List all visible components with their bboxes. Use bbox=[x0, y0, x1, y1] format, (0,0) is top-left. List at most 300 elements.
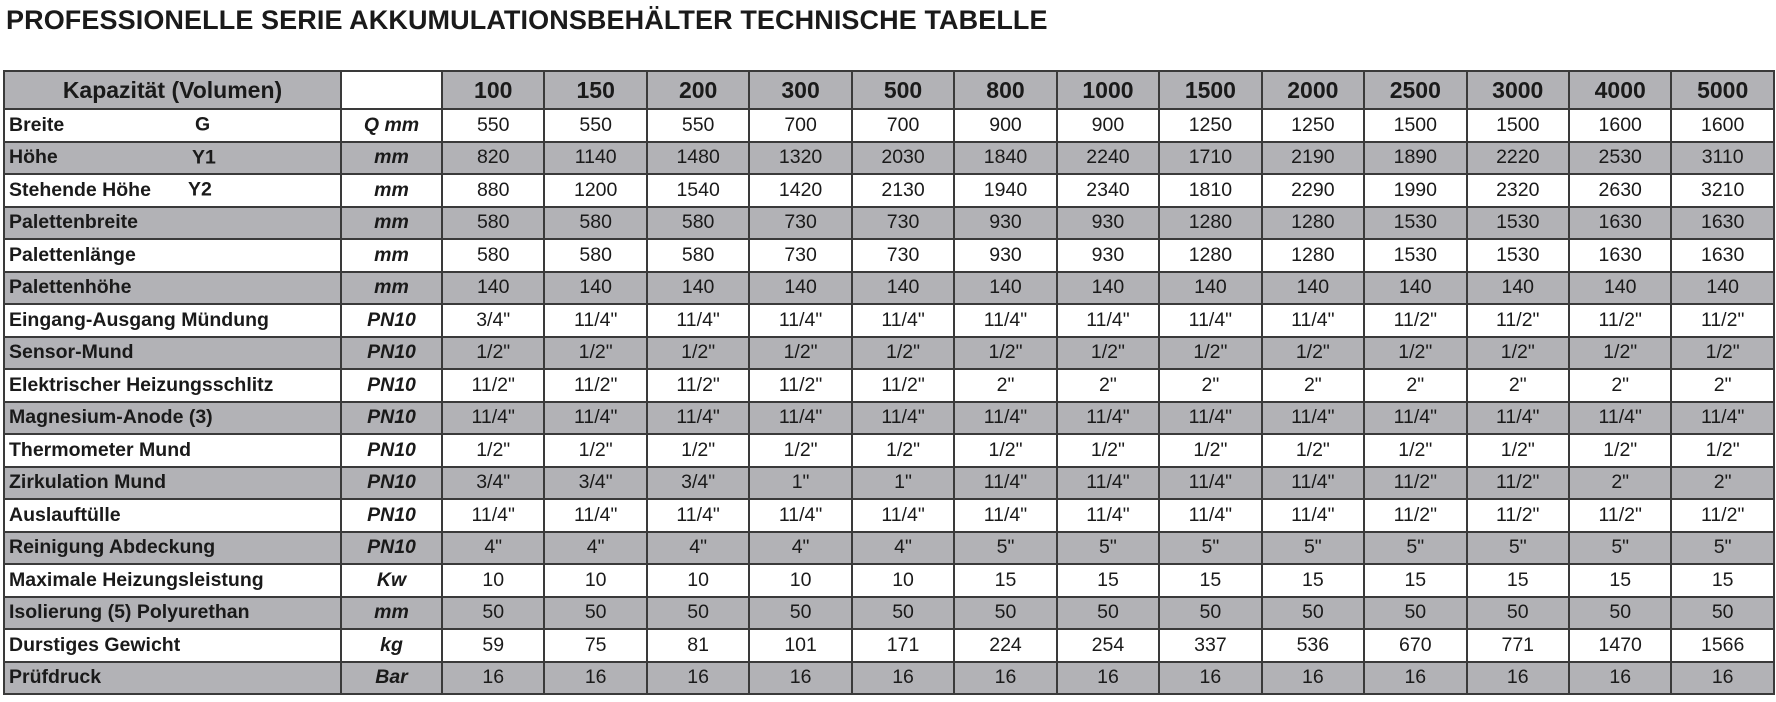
value-cell: 15 bbox=[1262, 564, 1364, 597]
value-cell: 700 bbox=[749, 109, 851, 142]
page-title: PROFESSIONELLE SERIE AKKUMULATIONSBEHÄLTER TECHNISCHE TABELLE bbox=[6, 5, 1048, 35]
value-cell: 11/4" bbox=[1057, 402, 1159, 435]
value-cell: 730 bbox=[852, 207, 954, 240]
value-cell: 15 bbox=[1159, 564, 1261, 597]
table-row bbox=[4, 142, 1774, 175]
value-cell: 140 bbox=[1159, 272, 1261, 305]
value-cell: 5" bbox=[1364, 532, 1466, 565]
value-cell: 900 bbox=[1057, 109, 1159, 142]
value-cell: 10 bbox=[647, 564, 749, 597]
value-cell: 1/2" bbox=[1262, 337, 1364, 370]
row-unit: PN10 bbox=[341, 337, 442, 370]
value-cell: 2" bbox=[1671, 369, 1773, 402]
value-cell: 2130 bbox=[852, 174, 954, 207]
value-cell: 1/2" bbox=[749, 434, 851, 467]
value-cell: 11/4" bbox=[1159, 402, 1261, 435]
value-cell: 1890 bbox=[1364, 142, 1466, 175]
row-label: Auslauftülle bbox=[9, 503, 121, 526]
value-cell: 50 bbox=[1671, 597, 1773, 630]
value-cell: 11/4" bbox=[1159, 467, 1261, 500]
value-cell: 1630 bbox=[1569, 207, 1671, 240]
value-cell: 1/2" bbox=[442, 337, 544, 370]
table-row bbox=[4, 402, 1774, 435]
value-cell: 1/2" bbox=[1467, 337, 1569, 370]
spec-table bbox=[3, 70, 1775, 695]
table-row bbox=[4, 337, 1774, 370]
value-cell: 900 bbox=[954, 109, 1056, 142]
value-cell: 140 bbox=[1671, 272, 1773, 305]
value-cell: 2" bbox=[1569, 369, 1671, 402]
table-row bbox=[4, 564, 1774, 597]
value-cell: 16 bbox=[1671, 662, 1773, 695]
value-cell: 550 bbox=[442, 109, 544, 142]
capacity-1500-header: 1500 bbox=[1159, 71, 1261, 109]
value-cell: 1250 bbox=[1262, 109, 1364, 142]
value-cell: 50 bbox=[954, 597, 1056, 630]
value-cell: 11/4" bbox=[442, 499, 544, 532]
value-cell: 15 bbox=[1467, 564, 1569, 597]
value-cell: 3/4" bbox=[647, 467, 749, 500]
value-cell: 2" bbox=[1057, 369, 1159, 402]
capacity-4000-header: 4000 bbox=[1569, 71, 1671, 109]
table-header bbox=[4, 71, 1774, 109]
value-cell: 11/4" bbox=[1057, 304, 1159, 337]
value-cell: 550 bbox=[647, 109, 749, 142]
capacity-800-header: 800 bbox=[954, 71, 1056, 109]
value-cell: 1630 bbox=[1671, 239, 1773, 272]
value-cell: 2" bbox=[954, 369, 1056, 402]
table-row bbox=[4, 272, 1774, 305]
value-cell: 50 bbox=[1467, 597, 1569, 630]
row-label-cell bbox=[4, 597, 341, 630]
value-cell: 1530 bbox=[1467, 207, 1569, 240]
value-cell: 5" bbox=[1262, 532, 1364, 565]
row-unit: PN10 bbox=[341, 304, 442, 337]
value-cell: 11/4" bbox=[749, 499, 851, 532]
table-row bbox=[4, 434, 1774, 467]
row-label-cell bbox=[4, 304, 341, 337]
capacity-2500-header: 2500 bbox=[1364, 71, 1466, 109]
value-cell: 930 bbox=[954, 239, 1056, 272]
value-cell: 5" bbox=[1671, 532, 1773, 565]
value-cell: 11/4" bbox=[954, 467, 1056, 500]
value-cell: 15 bbox=[1364, 564, 1466, 597]
value-cell: 930 bbox=[1057, 207, 1159, 240]
row-label: Sensor-Mund bbox=[9, 341, 134, 364]
value-cell: 11/2" bbox=[1364, 467, 1466, 500]
row-code: G bbox=[195, 113, 211, 136]
value-cell: 730 bbox=[852, 239, 954, 272]
value-cell: 50 bbox=[1569, 597, 1671, 630]
capacity-header: Kapazität (Volumen) bbox=[4, 71, 341, 109]
row-unit: PN10 bbox=[341, 499, 442, 532]
value-cell: 580 bbox=[647, 207, 749, 240]
value-cell: 140 bbox=[1569, 272, 1671, 305]
value-cell: 1/2" bbox=[1569, 337, 1671, 370]
value-cell: 1/2" bbox=[544, 434, 646, 467]
value-cell: 16 bbox=[1159, 662, 1261, 695]
table-row bbox=[4, 109, 1774, 142]
value-cell: 11/2" bbox=[1569, 499, 1671, 532]
value-cell: 771 bbox=[1467, 629, 1569, 662]
row-label-cell bbox=[4, 207, 341, 240]
value-cell: 1/2" bbox=[852, 434, 954, 467]
value-cell: 16 bbox=[1467, 662, 1569, 695]
value-cell: 5" bbox=[1467, 532, 1569, 565]
value-cell: 16 bbox=[1364, 662, 1466, 695]
row-code: Y1 bbox=[192, 146, 216, 169]
value-cell: 50 bbox=[647, 597, 749, 630]
value-cell: 1810 bbox=[1159, 174, 1261, 207]
value-cell: 337 bbox=[1159, 629, 1261, 662]
value-cell: 16 bbox=[1057, 662, 1159, 695]
row-unit: mm bbox=[341, 174, 442, 207]
row-unit: mm bbox=[341, 207, 442, 240]
value-cell: 140 bbox=[442, 272, 544, 305]
value-cell: 16 bbox=[647, 662, 749, 695]
value-cell: 59 bbox=[442, 629, 544, 662]
value-cell: 1140 bbox=[544, 142, 646, 175]
value-cell: 140 bbox=[749, 272, 851, 305]
value-cell: 75 bbox=[544, 629, 646, 662]
value-cell: 11/4" bbox=[647, 499, 749, 532]
row-unit: Bar bbox=[341, 662, 442, 695]
value-cell: 3/4" bbox=[544, 467, 646, 500]
capacity-500-header: 500 bbox=[852, 71, 954, 109]
value-cell: 1280 bbox=[1159, 239, 1261, 272]
row-unit: mm bbox=[341, 272, 442, 305]
row-label: Palettenhöhe bbox=[9, 276, 132, 299]
capacity-150-header: 150 bbox=[544, 71, 646, 109]
value-cell: 11/2" bbox=[1671, 304, 1773, 337]
value-cell: 11/2" bbox=[852, 369, 954, 402]
value-cell: 15 bbox=[1671, 564, 1773, 597]
value-cell: 2" bbox=[1262, 369, 1364, 402]
value-cell: 16 bbox=[544, 662, 646, 695]
value-cell: 5" bbox=[1159, 532, 1261, 565]
value-cell: 50 bbox=[1159, 597, 1261, 630]
value-cell: 880 bbox=[442, 174, 544, 207]
row-label: Isolierung (5) Polyurethan bbox=[9, 601, 250, 624]
value-cell: 50 bbox=[749, 597, 851, 630]
value-cell: 1/2" bbox=[954, 434, 1056, 467]
value-cell: 224 bbox=[954, 629, 1056, 662]
row-label-cell bbox=[4, 662, 341, 695]
value-cell: 930 bbox=[954, 207, 1056, 240]
value-cell: 4" bbox=[544, 532, 646, 565]
value-cell: 16 bbox=[852, 662, 954, 695]
value-cell: 11/4" bbox=[954, 402, 1056, 435]
value-cell: 11/4" bbox=[954, 499, 1056, 532]
row-code: Y2 bbox=[188, 178, 212, 201]
value-cell: 930 bbox=[1057, 239, 1159, 272]
value-cell: 11/4" bbox=[544, 304, 646, 337]
row-label: Breite bbox=[9, 113, 65, 136]
value-cell: 1280 bbox=[1262, 239, 1364, 272]
unit-header bbox=[341, 71, 442, 109]
value-cell: 1480 bbox=[647, 142, 749, 175]
value-cell: 140 bbox=[852, 272, 954, 305]
value-cell: 11/4" bbox=[1057, 499, 1159, 532]
value-cell: 11/4" bbox=[749, 402, 851, 435]
value-cell: 2340 bbox=[1057, 174, 1159, 207]
value-cell: 1530 bbox=[1364, 239, 1466, 272]
value-cell: 580 bbox=[544, 239, 646, 272]
value-cell: 1" bbox=[749, 467, 851, 500]
value-cell: 1/2" bbox=[544, 337, 646, 370]
value-cell: 171 bbox=[852, 629, 954, 662]
row-label-cell bbox=[4, 109, 341, 142]
value-cell: 1/2" bbox=[1159, 337, 1261, 370]
row-unit: Kw bbox=[341, 564, 442, 597]
value-cell: 1280 bbox=[1262, 207, 1364, 240]
row-unit: kg bbox=[341, 629, 442, 662]
value-cell: 1530 bbox=[1364, 207, 1466, 240]
table-row bbox=[4, 532, 1774, 565]
value-cell: 10 bbox=[852, 564, 954, 597]
capacity-200-header: 200 bbox=[647, 71, 749, 109]
row-label: Thermometer Mund bbox=[9, 438, 192, 461]
value-cell: 550 bbox=[544, 109, 646, 142]
value-cell: 140 bbox=[1262, 272, 1364, 305]
value-cell: 11/2" bbox=[1467, 499, 1569, 532]
header-row bbox=[4, 71, 1774, 109]
table-row bbox=[4, 597, 1774, 630]
value-cell: 1/2" bbox=[1262, 434, 1364, 467]
value-cell: 1/2" bbox=[1364, 434, 1466, 467]
value-cell: 1470 bbox=[1569, 629, 1671, 662]
row-label-cell bbox=[4, 499, 341, 532]
value-cell: 11/4" bbox=[1262, 402, 1364, 435]
value-cell: 101 bbox=[749, 629, 851, 662]
value-cell: 3/4" bbox=[442, 304, 544, 337]
value-cell: 81 bbox=[647, 629, 749, 662]
value-cell: 11/4" bbox=[1159, 304, 1261, 337]
table-row bbox=[4, 239, 1774, 272]
value-cell: 1280 bbox=[1159, 207, 1261, 240]
row-label-cell bbox=[4, 467, 341, 500]
value-cell: 1500 bbox=[1467, 109, 1569, 142]
value-cell: 16 bbox=[1569, 662, 1671, 695]
value-cell: 1630 bbox=[1671, 207, 1773, 240]
table-row bbox=[4, 369, 1774, 402]
capacity-3000-header: 3000 bbox=[1467, 71, 1569, 109]
value-cell: 2240 bbox=[1057, 142, 1159, 175]
value-cell: 2" bbox=[1364, 369, 1466, 402]
value-cell: 50 bbox=[544, 597, 646, 630]
value-cell: 1566 bbox=[1671, 629, 1773, 662]
row-unit: PN10 bbox=[341, 402, 442, 435]
capacity-5000-header: 5000 bbox=[1671, 71, 1773, 109]
value-cell: 10 bbox=[749, 564, 851, 597]
capacity-2000-header: 2000 bbox=[1262, 71, 1364, 109]
row-label: Eingang-Ausgang Mündung bbox=[9, 308, 269, 331]
value-cell: 536 bbox=[1262, 629, 1364, 662]
value-cell: 1/2" bbox=[954, 337, 1056, 370]
value-cell: 820 bbox=[442, 142, 544, 175]
value-cell: 1/2" bbox=[442, 434, 544, 467]
value-cell: 11/2" bbox=[1671, 499, 1773, 532]
value-cell: 140 bbox=[954, 272, 1056, 305]
value-cell: 1/2" bbox=[647, 337, 749, 370]
value-cell: 1" bbox=[852, 467, 954, 500]
value-cell: 730 bbox=[749, 207, 851, 240]
value-cell: 580 bbox=[647, 239, 749, 272]
value-cell: 11/2" bbox=[1467, 467, 1569, 500]
row-label-cell bbox=[4, 369, 341, 402]
value-cell: 11/4" bbox=[1364, 402, 1466, 435]
value-cell: 3/4" bbox=[442, 467, 544, 500]
value-cell: 1840 bbox=[954, 142, 1056, 175]
value-cell: 11/2" bbox=[544, 369, 646, 402]
value-cell: 2" bbox=[1671, 467, 1773, 500]
value-cell: 11/4" bbox=[647, 402, 749, 435]
value-cell: 11/4" bbox=[852, 304, 954, 337]
value-cell: 1540 bbox=[647, 174, 749, 207]
value-cell: 4" bbox=[647, 532, 749, 565]
value-cell: 140 bbox=[1364, 272, 1466, 305]
value-cell: 254 bbox=[1057, 629, 1159, 662]
value-cell: 1/2" bbox=[749, 337, 851, 370]
row-label-cell bbox=[4, 142, 341, 175]
value-cell: 2190 bbox=[1262, 142, 1364, 175]
value-cell: 11/2" bbox=[1569, 304, 1671, 337]
row-label: Elektrischer Heizungsschlitz bbox=[9, 373, 274, 396]
row-label: Durstiges Gewicht bbox=[9, 633, 181, 656]
value-cell: 1/2" bbox=[852, 337, 954, 370]
value-cell: 1500 bbox=[1364, 109, 1466, 142]
row-label: Höhe bbox=[9, 146, 58, 169]
row-unit: mm bbox=[341, 239, 442, 272]
value-cell: 2630 bbox=[1569, 174, 1671, 207]
row-unit: PN10 bbox=[341, 532, 442, 565]
value-cell: 580 bbox=[442, 207, 544, 240]
row-label-cell bbox=[4, 564, 341, 597]
row-label-cell bbox=[4, 272, 341, 305]
value-cell: 140 bbox=[1057, 272, 1159, 305]
row-label-cell bbox=[4, 337, 341, 370]
value-cell: 11/4" bbox=[1262, 304, 1364, 337]
value-cell: 1600 bbox=[1671, 109, 1773, 142]
value-cell: 2530 bbox=[1569, 142, 1671, 175]
value-cell: 11/4" bbox=[852, 402, 954, 435]
value-cell: 1420 bbox=[749, 174, 851, 207]
value-cell: 1/2" bbox=[1057, 434, 1159, 467]
row-label: Reinigung Abdeckung bbox=[9, 536, 216, 559]
row-unit: mm bbox=[341, 142, 442, 175]
table-row bbox=[4, 174, 1774, 207]
value-cell: 1630 bbox=[1569, 239, 1671, 272]
value-cell: 1710 bbox=[1159, 142, 1261, 175]
value-cell: 1200 bbox=[544, 174, 646, 207]
row-label: Maximale Heizungsleistung bbox=[9, 568, 264, 591]
value-cell: 2" bbox=[1467, 369, 1569, 402]
value-cell: 11/4" bbox=[749, 304, 851, 337]
value-cell: 1/2" bbox=[1159, 434, 1261, 467]
value-cell: 2290 bbox=[1262, 174, 1364, 207]
value-cell: 10 bbox=[442, 564, 544, 597]
value-cell: 16 bbox=[749, 662, 851, 695]
value-cell: 5" bbox=[1057, 532, 1159, 565]
row-label: Stehende Höhe bbox=[9, 178, 151, 201]
row-unit: PN10 bbox=[341, 434, 442, 467]
value-cell: 1600 bbox=[1569, 109, 1671, 142]
value-cell: 11/4" bbox=[1671, 402, 1773, 435]
value-cell: 50 bbox=[1057, 597, 1159, 630]
value-cell: 1/2" bbox=[1057, 337, 1159, 370]
value-cell: 1940 bbox=[954, 174, 1056, 207]
table-row bbox=[4, 467, 1774, 500]
value-cell: 16 bbox=[954, 662, 1056, 695]
value-cell: 50 bbox=[852, 597, 954, 630]
value-cell: 1/2" bbox=[1467, 434, 1569, 467]
value-cell: 11/2" bbox=[1364, 304, 1466, 337]
table-row bbox=[4, 499, 1774, 532]
value-cell: 11/4" bbox=[1057, 467, 1159, 500]
value-cell: 11/2" bbox=[647, 369, 749, 402]
value-cell: 11/4" bbox=[544, 499, 646, 532]
value-cell: 11/4" bbox=[954, 304, 1056, 337]
value-cell: 11/4" bbox=[1467, 402, 1569, 435]
value-cell: 4" bbox=[749, 532, 851, 565]
value-cell: 3210 bbox=[1671, 174, 1773, 207]
row-label-cell bbox=[4, 174, 341, 207]
capacity-1000-header: 1000 bbox=[1057, 71, 1159, 109]
row-label: Prüfdruck bbox=[9, 666, 102, 689]
value-cell: 3110 bbox=[1671, 142, 1773, 175]
value-cell: 1320 bbox=[749, 142, 851, 175]
table-row bbox=[4, 207, 1774, 240]
value-cell: 1/2" bbox=[1671, 434, 1773, 467]
value-cell: 16 bbox=[1262, 662, 1364, 695]
value-cell: 2030 bbox=[852, 142, 954, 175]
row-unit: mm bbox=[341, 597, 442, 630]
value-cell: 580 bbox=[442, 239, 544, 272]
table-row bbox=[4, 304, 1774, 337]
value-cell: 1/2" bbox=[647, 434, 749, 467]
value-cell: 1/2" bbox=[1569, 434, 1671, 467]
capacity-300-header: 300 bbox=[749, 71, 851, 109]
value-cell: 15 bbox=[1057, 564, 1159, 597]
row-label: Zirkulation Mund bbox=[9, 471, 167, 494]
table-body bbox=[4, 109, 1774, 694]
value-cell: 11/2" bbox=[749, 369, 851, 402]
value-cell: 11/4" bbox=[1159, 499, 1261, 532]
value-cell: 2" bbox=[1159, 369, 1261, 402]
row-unit: PN10 bbox=[341, 369, 442, 402]
value-cell: 50 bbox=[442, 597, 544, 630]
value-cell: 5" bbox=[954, 532, 1056, 565]
row-unit: PN10 bbox=[341, 467, 442, 500]
value-cell: 11/4" bbox=[647, 304, 749, 337]
value-cell: 2320 bbox=[1467, 174, 1569, 207]
value-cell: 4" bbox=[852, 532, 954, 565]
row-unit: Q mm bbox=[341, 109, 442, 142]
value-cell: 140 bbox=[1467, 272, 1569, 305]
value-cell: 1/2" bbox=[1364, 337, 1466, 370]
row-label-cell bbox=[4, 629, 341, 662]
value-cell: 2" bbox=[1569, 467, 1671, 500]
row-label-cell bbox=[4, 532, 341, 565]
table-row bbox=[4, 629, 1774, 662]
value-cell: 11/4" bbox=[1262, 467, 1364, 500]
value-cell: 2220 bbox=[1467, 142, 1569, 175]
value-cell: 140 bbox=[544, 272, 646, 305]
value-cell: 730 bbox=[749, 239, 851, 272]
value-cell: 4" bbox=[442, 532, 544, 565]
value-cell: 580 bbox=[544, 207, 646, 240]
value-cell: 1250 bbox=[1159, 109, 1261, 142]
